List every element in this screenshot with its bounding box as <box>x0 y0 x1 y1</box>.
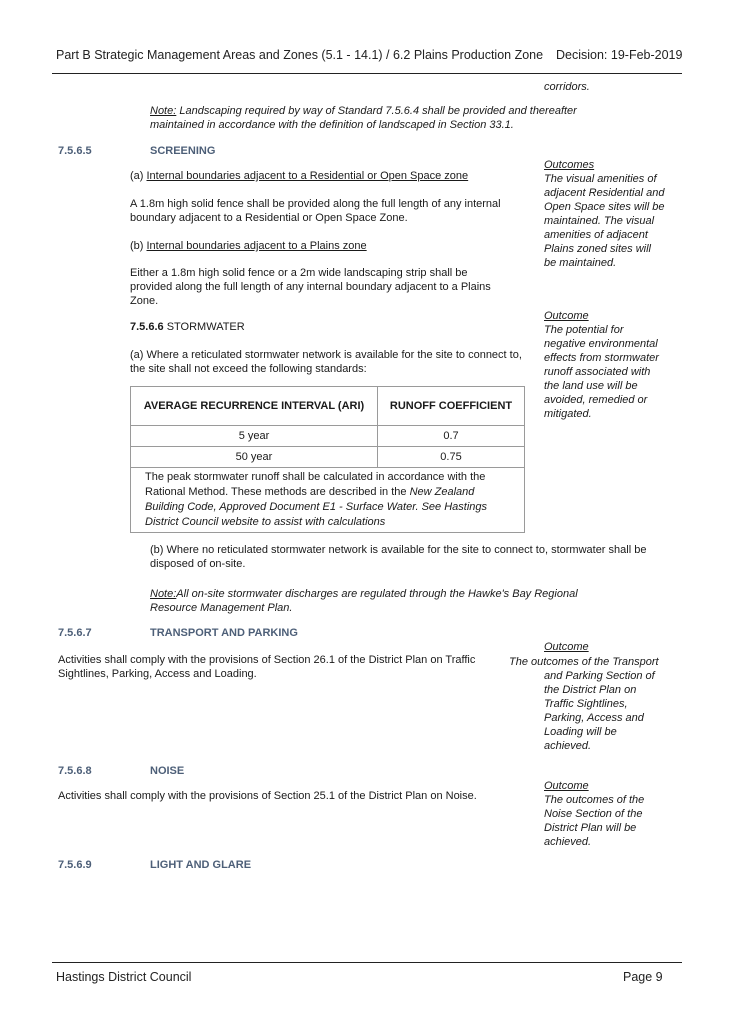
header-rule <box>52 73 682 74</box>
stormwater-outcome-text: The potential for negative environmental effects from stormwater runoff associated with the land use will be avoided, remedied or mitigated. <box>544 324 659 420</box>
footer-organisation: Hastings District Council <box>56 970 192 984</box>
table-row <box>131 426 525 447</box>
ari-cell: 5 year <box>131 426 378 447</box>
runoff-table <box>130 386 525 533</box>
outcome-text: The outcomes of the Transport and Parking Section of the District Plan on Traffic Sightlines, Parking, Access and Loading will be achieved. <box>509 656 659 752</box>
noise-outcome-label: Outcome <box>544 780 589 792</box>
footer-rule <box>52 962 682 963</box>
clause-prefix: (b) <box>130 240 147 252</box>
note-italic-text: New Zealand Building Code, Approved Document E1 - Surface Water. See Hastings District Council website to assist with calculations <box>145 486 487 528</box>
section-title-noise: NOISE <box>150 765 185 777</box>
section-title-stormwater: STORMWATER <box>163 321 245 333</box>
transport-outcome-text <box>509 655 669 753</box>
page-number: Page 9 <box>623 970 663 984</box>
stormwater-a-text: (a) Where a reticulated stormwater network is available for the site to connect to, the site shall not exceed the following standards: <box>130 349 522 375</box>
section-number-noise: 7.5.6.8 <box>58 765 92 777</box>
table-header-row <box>131 387 525 426</box>
stormwater-b-text: (b) Where no reticulated stormwater network is available for the site to connect to, stormwater shall be disposed of on-site. <box>150 544 647 570</box>
note-text: Landscaping required by way of Standard 7.5.6.4 shall be provided and thereafter maintained in accordance with the definition of landscaped in Section 33.1. <box>150 105 577 131</box>
section-number-stormwater: 7.5.6.6 <box>130 321 164 333</box>
section-number-screening: 7.5.6.5 <box>58 145 92 157</box>
running-header-title: Part B Strategic Management Areas and Zones (5.1 - 14.1) / 6.2 Plains Production Zone <box>56 48 544 62</box>
table-note <box>131 468 525 533</box>
landscaping-note <box>150 104 620 132</box>
coefficient-cell: 0.75 <box>378 447 525 468</box>
ari-cell: 50 year <box>131 447 378 468</box>
table-note-row <box>131 468 525 533</box>
coefficient-cell: 0.7 <box>378 426 525 447</box>
clause-heading: Internal boundaries adjacent to a Residential or Open Space zone <box>146 170 469 182</box>
note-plain-text: The peak stormwater runoff shall be calculated in accordance with the Rational Method. These methods are described in the <box>145 471 486 498</box>
screening-outcome-label: Outcomes <box>544 159 595 171</box>
table-row <box>131 447 525 468</box>
ari-column-header: AVERAGE RECURRENCE INTERVAL (ARI) <box>131 387 378 426</box>
note-text: All on-site stormwater discharges are regulated through the Hawke's Bay Regional Resource Management Plan. <box>150 588 578 614</box>
stormwater-note <box>150 587 620 615</box>
stormwater-heading <box>130 320 245 334</box>
screening-b-text: Either a 1.8m high solid fence or a 2m wide landscaping strip shall be provided along the full length of any internal boundary adjacent to a Plains Zone. <box>130 267 491 307</box>
section-title-light: LIGHT AND GLARE <box>150 859 252 871</box>
section-title-screening: SCREENING <box>150 145 216 157</box>
stormwater-outcome-label: Outcome <box>544 310 589 322</box>
clause-prefix: (a) <box>130 170 147 182</box>
section-title-transport: TRANSPORT AND PARKING <box>150 627 298 639</box>
note-label: Note: <box>150 105 177 117</box>
noise-outcome-text: The outcomes of the Noise Section of the District Plan will be achieved. <box>544 794 645 848</box>
screening-a-text: A 1.8m high solid fence shall be provided along the full length of any internal boundary adjacent to a Residential or Open Space Zone. <box>130 198 501 224</box>
coefficient-column-header: RUNOFF COEFFICIENT <box>378 387 525 426</box>
decision-date: Decision: 19-Feb-2019 <box>556 48 683 62</box>
transport-text: Activities shall comply with the provisions of Section 26.1 of the District Plan on Traffic Sightlines, Parking, Access and Loading. <box>58 654 476 680</box>
noise-text: Activities shall comply with the provisions of Section 25.1 of the District Plan on Noise. <box>58 790 477 802</box>
screening-a-heading <box>130 169 468 183</box>
screening-outcome-text: The visual amenities of adjacent Residential and Open Space sites will be maintained. The visual amenities of adjacent Plains zoned sites will be maintained. <box>544 173 665 269</box>
screening-b-heading <box>130 239 367 253</box>
transport-outcome-label: Outcome <box>544 641 589 653</box>
clause-heading: Internal boundaries adjacent to a Plains zone <box>146 240 367 252</box>
continued-outcome-fragment: corridors. <box>544 81 590 93</box>
section-number-light: 7.5.6.9 <box>58 859 92 871</box>
section-number-transport: 7.5.6.7 <box>58 627 92 639</box>
note-label: Note: <box>150 588 177 600</box>
